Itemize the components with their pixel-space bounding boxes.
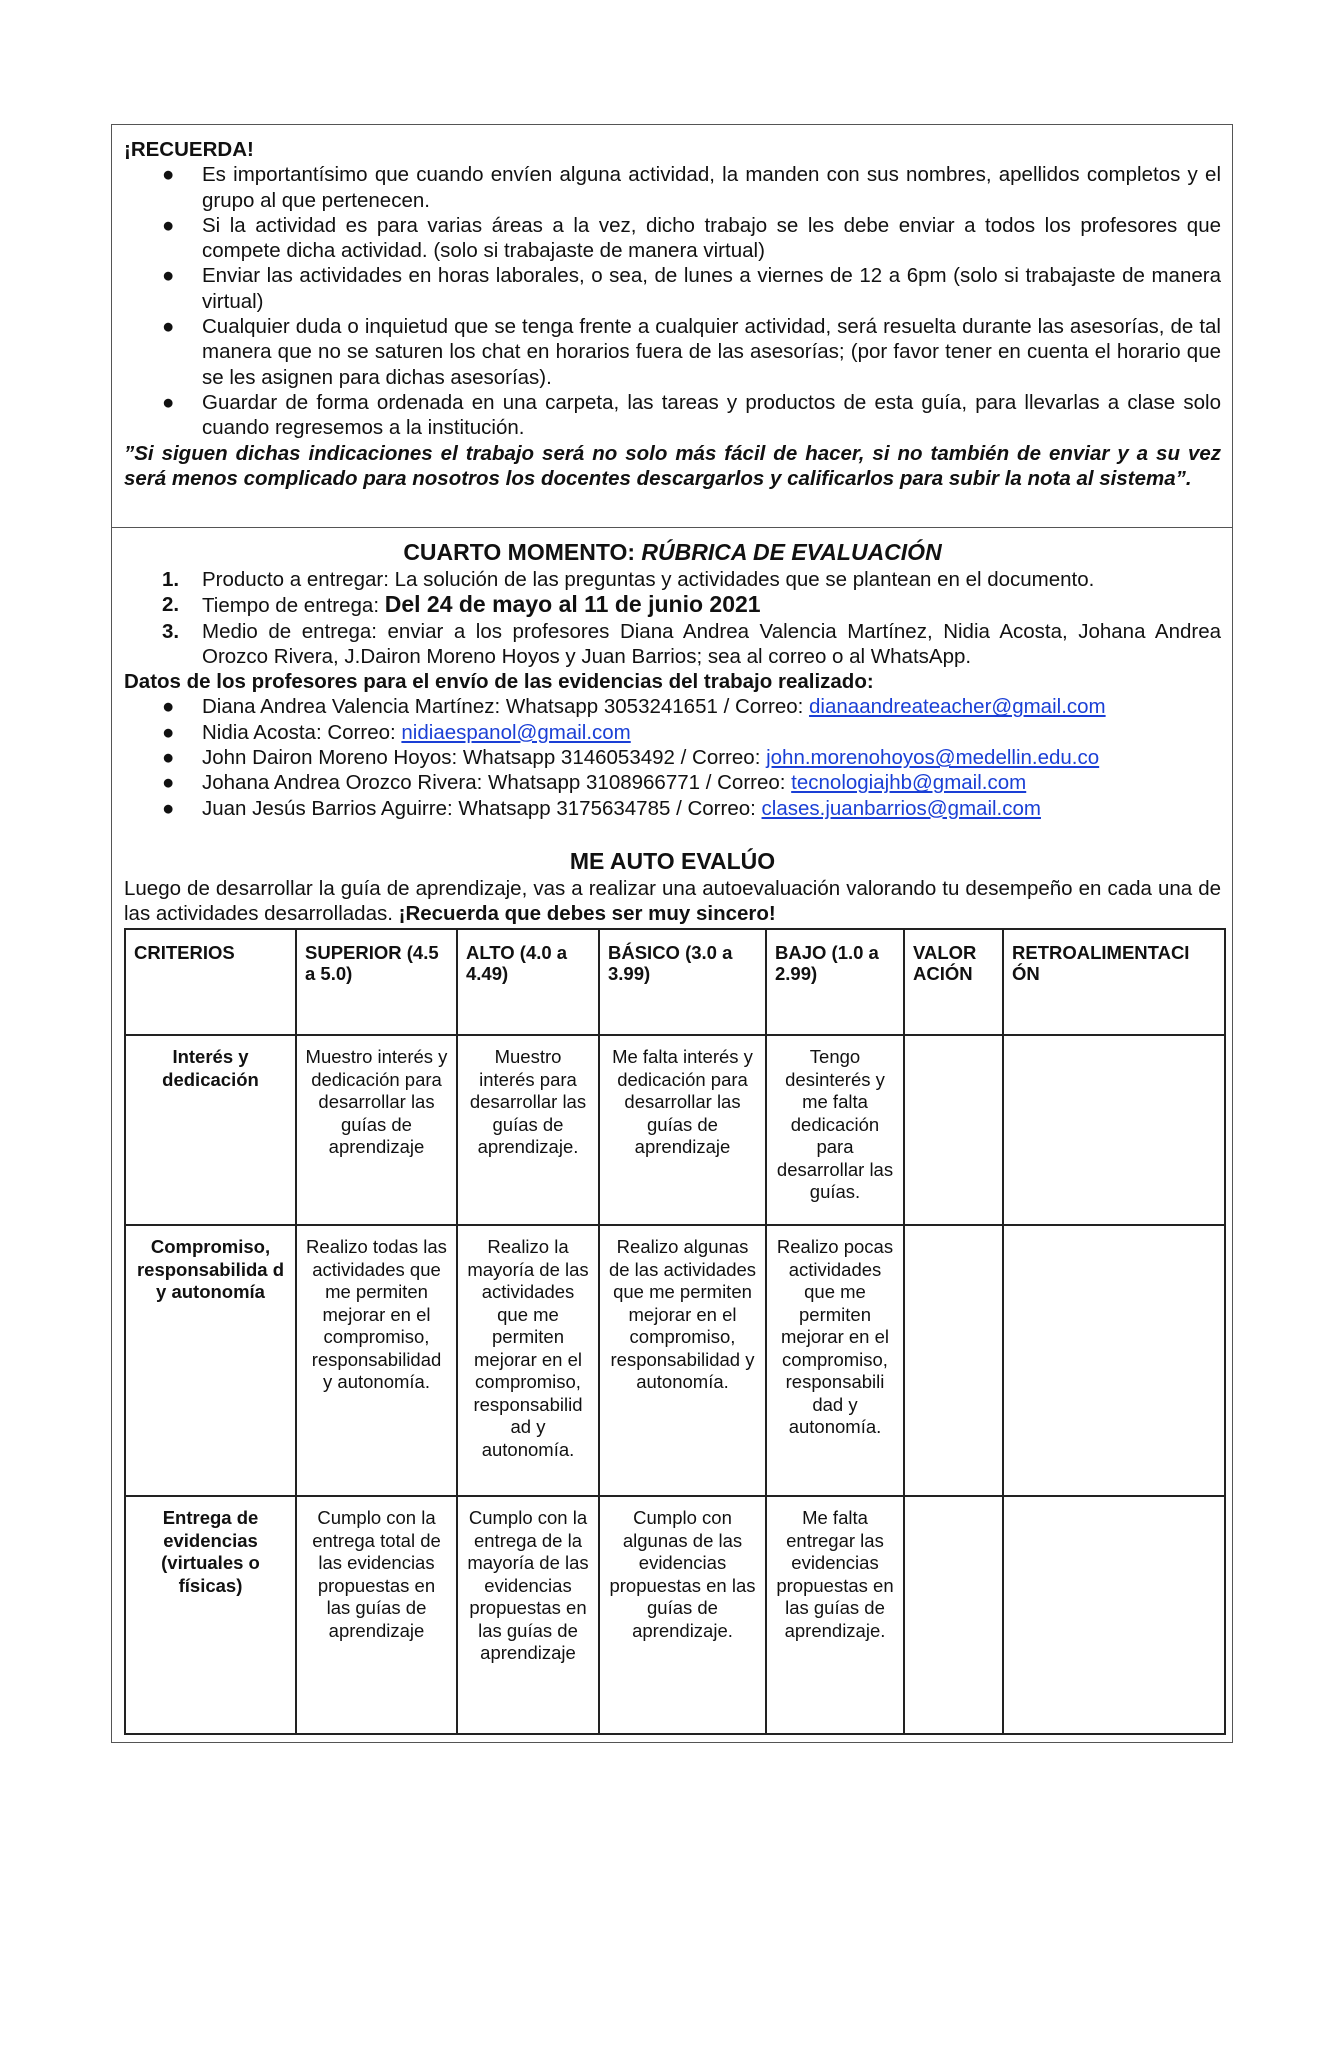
column-header: ALTO (4.0 a 4.49)	[457, 929, 599, 1035]
teacher-item: ● Nidia Acosta: Correo: nidiaespanol@gmail.com	[162, 720, 631, 744]
email-link[interactable]: clases.juanbarrios@gmail.com	[761, 796, 1041, 820]
criterion-cell: Compromiso, responsabilida d y autonomía	[125, 1225, 296, 1496]
list-item: 1. Producto a entregar: La solución de las preguntas y actividades que se plantean en el documento.	[162, 568, 1095, 591]
list-item: ● Guardar de forma ordenada en una carpeta, las tareas y productos de esta guía, para llevarlas a clase solo cuando regresemos a la institución.	[162, 390, 1221, 440]
teacher-item: ● Juan Jesús Barrios Aguirre: Whatsapp 3175634785 / Correo: clases.juanbarrios@gmail.com	[162, 796, 1041, 820]
bullet-icon: ●	[162, 771, 175, 795]
email-link[interactable]: nidiaespanol@gmail.com	[401, 720, 631, 744]
rubric-cell: Realizo algunas de las actividades que me permiten mejorar en el compromiso, responsabilidad y autonomía.	[599, 1225, 766, 1496]
rubric-cell: Me falta entregar las evidencias propuestas en las guías de aprendizaje.	[766, 1496, 904, 1734]
empty-cell	[904, 1035, 1003, 1225]
recuerda-list	[124, 162, 1221, 440]
recuerda-quote: ”Si siguen dichas indicaciones el trabajo será no solo más fácil de hacer, si no también de enviar y a su vez será menos complicado para nosotros los docentes descargarlos y calificarlos para subir la nota al sistema”.	[124, 441, 1221, 490]
empty-cell	[1003, 1496, 1225, 1734]
bullet-icon: ●	[162, 720, 175, 744]
recuerda-title: ¡RECUERDA!	[124, 138, 254, 161]
list-item: 2. Tiempo de entrega: Del 24 de mayo al 11 de junio 2021	[162, 591, 761, 618]
teacher-item: ● Johana Andrea Orozco Rivera: Whatsapp 3108966771 / Correo: tecnologiajhb@gmail.com	[162, 771, 1027, 795]
criterion-cell: Interés y dedicación	[125, 1035, 296, 1225]
rubric-cell: Muestro interés y dedicación para desarrollar las guías de aprendizaje	[296, 1035, 457, 1225]
rubric-cell: Muestro interés para desarrollar las guías de aprendizaje.	[457, 1035, 599, 1225]
column-header: BÁSICO (3.0 a 3.99)	[599, 929, 766, 1035]
empty-cell	[904, 1496, 1003, 1734]
autoevaluo-title: ME AUTO EVALÚO	[569, 847, 776, 874]
list-item: ● Si la actividad es para varias áreas a la vez, dicho trabajo se les debe enviar a todos los profesores que compete dicha actividad. (solo si trabajaste de manera virtual)	[162, 213, 1221, 263]
column-header: CRITERIOS	[125, 929, 296, 1035]
column-header: VALOR ACIÓN	[904, 929, 1003, 1035]
bullet-icon: ●	[162, 695, 175, 719]
email-link[interactable]: tecnologiajhb@gmail.com	[791, 771, 1027, 795]
email-link[interactable]: john.morenohoyos@medellin.edu.co	[766, 746, 1100, 770]
bullet-icon: ●	[162, 390, 175, 414]
datos-title: Datos de los profesores para el envío de las evidencias del trabajo realizado:	[124, 670, 874, 694]
criterion-cell: Entrega de evidencias (virtuales o físicas)	[125, 1496, 296, 1734]
rubric-cell: Realizo todas las actividades que me permiten mejorar en el compromiso, responsabilidad y autonomía.	[296, 1225, 457, 1496]
document-frame	[111, 124, 1233, 1743]
column-header: SUPERIOR (4.5 a 5.0)	[296, 929, 457, 1035]
recuerda-section	[112, 125, 1232, 528]
empty-cell	[904, 1225, 1003, 1496]
table-row	[125, 1496, 1225, 1734]
rubric-cell: Cumplo con la entrega total de las evidencias propuestas en las guías de aprendizaje	[296, 1496, 457, 1734]
teacher-item: ● Diana Andrea Valencia Martínez: Whatsapp 3053241651 / Correo: dianaandreateacher@gmail.com	[162, 695, 1106, 719]
cuarto-list	[124, 567, 1221, 669]
bullet-icon: ●	[162, 163, 175, 187]
empty-cell	[1003, 1035, 1225, 1225]
rubric-cell: Tengo desinterés y me falta dedicación para desarrollar las guías.	[766, 1035, 904, 1225]
list-item: ● Enviar las actividades en horas laborales, o sea, de lunes a viernes de 12 a 6pm (solo si trabajaste de manera virtual)	[162, 264, 1221, 313]
table-header-row	[125, 929, 1225, 1035]
table-row	[125, 1035, 1225, 1225]
rubric-cell: Realizo la mayoría de las actividades que me permiten mejorar en el compromiso, responsabilid ad y autonomía.	[457, 1225, 599, 1496]
list-item: ● Cualquier duda o inquietud que se tenga frente a cualquier actividad, será resuelta durante las asesorías, de tal manera que no se saturen los chat en horarios fuera de las asesorías; (por favor tener en cuenta el horario que se les asignen para dichas asesorías).	[162, 315, 1221, 389]
column-header: RETROALIMENTACI ÓN	[1003, 929, 1225, 1035]
bullet-icon: ●	[162, 746, 175, 770]
list-item: ● Es importantísimo que cuando envíen alguna actividad, la manden con sus nombres, apellidos completos y el grupo al que pertenecen.	[162, 163, 1221, 212]
rubric-cell: Cumplo con algunas de las evidencias propuestas en las guías de aprendizaje.	[599, 1496, 766, 1734]
autoevaluo-intro: Luego de desarrollar la guía de aprendizaje, vas a realizar una autoevaluación valorando tu desempeño en cada una de las actividades desarrolladas. ¡Recuerda que debes ser muy sincero!	[124, 876, 1221, 926]
table-row	[125, 1225, 1225, 1496]
bullet-icon: ●	[162, 264, 175, 288]
empty-cell	[1003, 1225, 1225, 1496]
column-header: BAJO (1.0 a 2.99)	[766, 929, 904, 1035]
teachers-list	[124, 694, 1221, 820]
list-item: 3. Medio de entrega: enviar a los profesores Diana Andrea Valencia Martínez, Nidia Acosta, Johana Andrea Orozco Rivera, J.Dairon Moreno Hoyos y Juan Barrios; sea al correo o al WhatsApp.	[162, 619, 1221, 668]
rubric-cell: Cumplo con la entrega de la mayoría de las evidencias propuestas en las guías de aprendizaje	[457, 1496, 599, 1734]
rubric-table	[124, 928, 1226, 1735]
email-link[interactable]: dianaandreateacher@gmail.com	[809, 695, 1106, 719]
rubric-cell: Me falta interés y dedicación para desarrollar las guías de aprendizaje	[599, 1035, 766, 1225]
cuarto-title: CUARTO MOMENTO: RÚBRICA DE EVALUACIÓN	[403, 539, 942, 565]
bullet-icon: ●	[162, 315, 175, 339]
bullet-icon: ●	[162, 796, 175, 820]
bullet-icon: ●	[162, 213, 175, 237]
teacher-item: ● John Dairon Moreno Hoyos: Whatsapp 3146053492 / Correo: john.morenohoyos@medellin.edu.co	[162, 746, 1100, 770]
rubric-cell: Realizo pocas actividades que me permiten mejorar en el compromiso, responsabili dad y autonomía.	[766, 1225, 904, 1496]
cuarto-momento-section	[112, 529, 1232, 927]
